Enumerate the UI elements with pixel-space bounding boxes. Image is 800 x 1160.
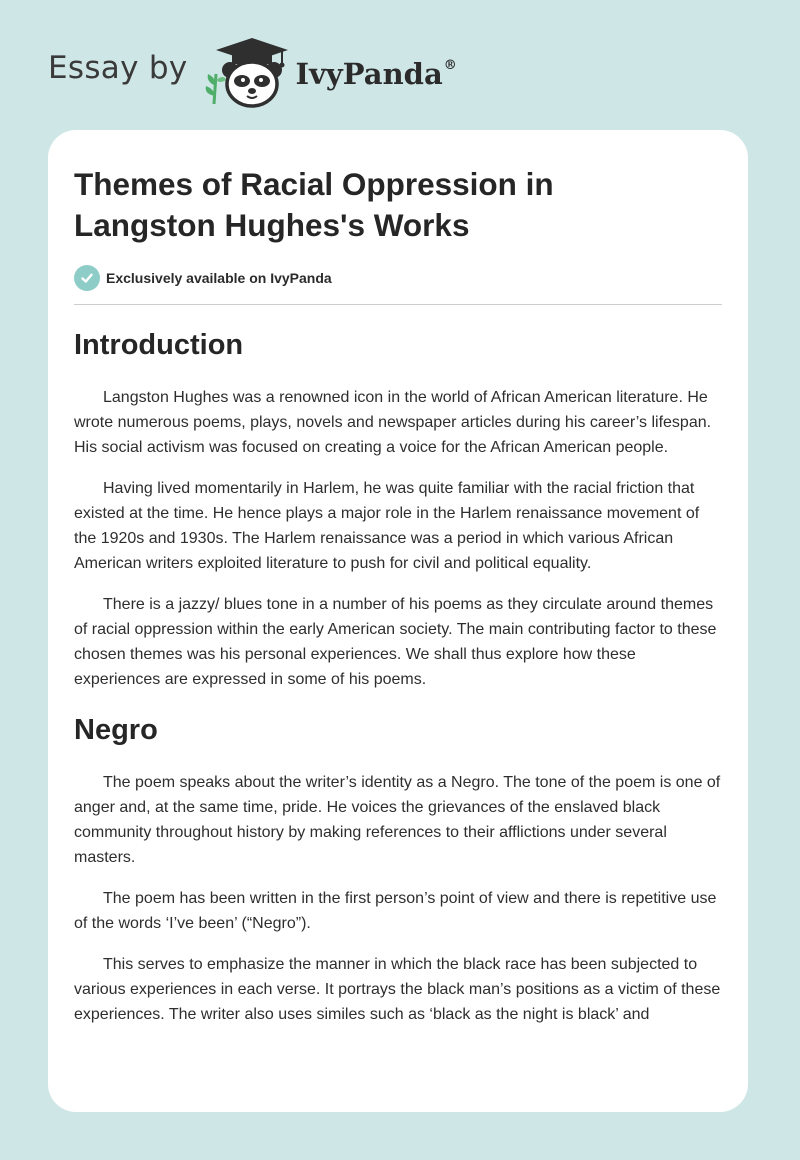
paragraph: There is a jazzy/ blues tone in a number of his poems as they circulate around themes of racial oppression within the early American society. The main contributing factor to these chosen themes was his personal experiences. We shall thus explore how these experiences are expressed in some of his poems. — [74, 596, 717, 688]
paragraph: The poem speaks about the writer’s identity as a Negro. The tone of the poem is one of anger and, at the same time, pride. He voices the grievances of the enslaved black community throughout history by making references to their afflictions under several masters. — [74, 774, 721, 866]
exclusive-badge — [74, 264, 722, 292]
section-heading-introduction: Introduction — [74, 329, 244, 361]
panda-graduate-logo-icon[interactable] — [202, 34, 294, 110]
paragraph: The poem has been written in the first person’s point of view and there is repetitive use of the words ‘I’ve been’ (“Negro”). — [74, 890, 717, 932]
brand-name-text: IvyPanda — [295, 57, 443, 91]
essay-card — [48, 130, 748, 1112]
paragraph: Langston Hughes was a renowned icon in the world of African American literature. He wrote numerous poems, plays, novels and newspaper articles during his career’s lifespan. His social activism was focused on creating a voice for the African American people. — [74, 389, 712, 456]
essay-by-label: Essay by — [48, 50, 188, 86]
title-line-1: Themes of Racial Oppression in — [74, 166, 554, 202]
title-line-2: Langston Hughes's Works — [74, 207, 470, 243]
brand-name[interactable] — [296, 57, 457, 91]
registered-mark: ® — [443, 58, 457, 74]
section-heading-negro: Negro — [74, 714, 158, 746]
paragraph: Having lived momentarily in Harlem, he was quite familiar with the racial friction that existed at the time. He hence plays a major role in the Harlem renaissance movement of the 1920s and 1930s. The Harlem renaissance was a period in which various African American writers exploited literature to push for civil and political equality. — [74, 480, 700, 572]
panda-logo-svg — [202, 34, 294, 110]
check-circle-icon — [74, 265, 100, 291]
exclusive-label: Exclusively available on IvyPanda — [106, 270, 332, 286]
check-mark-svg — [80, 271, 94, 285]
paragraph: This serves to emphasize the manner in which the black race has been subjected to various experiences in each verse. It portrays the black man’s positions as a victim of these experiences. The writer also uses similes such as ‘black as the night is black’ and — [74, 956, 721, 1023]
site-header — [48, 34, 457, 110]
page-title — [74, 164, 722, 246]
title-divider — [74, 304, 722, 305]
